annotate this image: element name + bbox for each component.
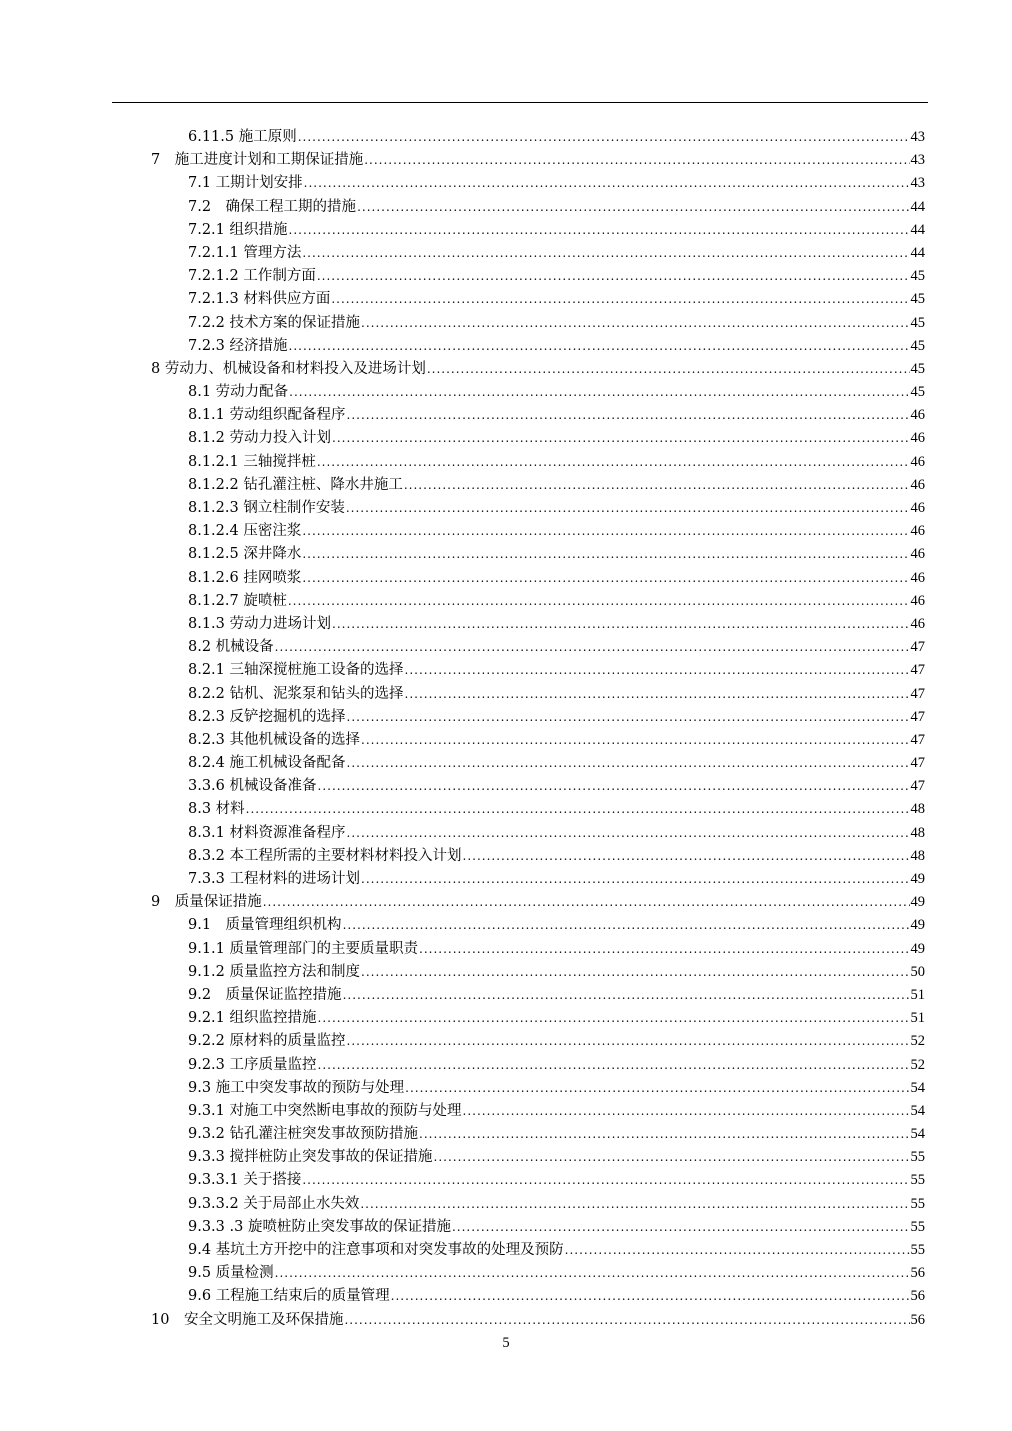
toc-entry-label: 9.3.3.1 关于搭接: [188, 1172, 302, 1189]
toc-dot-leader: [405, 1077, 909, 1100]
toc-entry-page: 46: [910, 500, 925, 516]
toc-dot-leader: [332, 427, 909, 450]
toc-entry-page: 45: [910, 291, 925, 308]
toc-entry[interactable]: [0, 520, 1012, 543]
toc-dot-leader: [343, 984, 910, 1007]
toc-entry-label: 9.2.3 工序质量监控: [188, 1056, 317, 1073]
toc-entry[interactable]: [0, 219, 1012, 242]
toc-dot-leader: [463, 1100, 910, 1123]
toc-entry-label: 9.3.2 钻孔灌注桩突发事故预防措施: [188, 1126, 419, 1143]
toc-entry[interactable]: [0, 729, 1012, 752]
toc-entry[interactable]: [0, 775, 1012, 798]
toc-entry-label: 9.3.3 搅拌桩防止突发事故的保证措施: [188, 1149, 433, 1166]
toc-dot-leader: [246, 798, 910, 821]
toc-entry-label: 7.2.2 技术方案的保证措施: [188, 314, 361, 331]
toc-entry-label: 8.2.4 施工机械设备配备: [188, 755, 346, 772]
table-of-contents: [0, 126, 1012, 1332]
toc-dot-leader: [317, 451, 910, 474]
toc-dot-leader: [318, 1054, 910, 1077]
toc-entry-label: 7 施工进度计划和工期保证措施: [151, 152, 364, 169]
toc-entry[interactable]: [0, 636, 1012, 659]
toc-entry[interactable]: [0, 335, 1012, 358]
toc-entry[interactable]: [0, 868, 1012, 891]
toc-entry-page: 43: [910, 129, 925, 145]
toc-entry-label: 7.2.1.1 管理方法: [188, 244, 302, 261]
toc-entry[interactable]: [0, 683, 1012, 706]
toc-entry[interactable]: [0, 590, 1012, 613]
toc-entry[interactable]: [0, 822, 1012, 845]
toc-dot-leader: [318, 775, 910, 798]
toc-entry[interactable]: [0, 381, 1012, 404]
toc-entry-page: 50: [910, 963, 925, 980]
toc-dot-leader: [404, 474, 910, 497]
page-number: 5: [502, 1335, 510, 1351]
toc-entry[interactable]: [0, 567, 1012, 590]
toc-entry-page: 44: [910, 244, 925, 261]
toc-dot-leader: [331, 288, 909, 311]
toc-entry-page: 55: [910, 1242, 925, 1258]
toc-entry-page: 48: [910, 824, 925, 841]
toc-entry-page: 55: [910, 1149, 925, 1166]
toc-dot-leader: [565, 1239, 910, 1262]
toc-entry-page: 55: [910, 1172, 925, 1189]
toc-entry-page: 49: [910, 917, 925, 934]
toc-dot-leader: [288, 590, 910, 613]
toc-entry-label: 9.2.1 组织监控措施: [188, 1010, 317, 1027]
toc-entry[interactable]: [0, 312, 1012, 335]
toc-entry-page: 46: [910, 569, 925, 586]
toc-entry-label: 8.1.2.3 钢立柱制作安装: [188, 500, 345, 516]
toc-dot-leader: [347, 822, 910, 845]
toc-entry[interactable]: [0, 1146, 1012, 1169]
toc-entry-page: 54: [910, 1126, 925, 1143]
toc-entry[interactable]: [0, 613, 1012, 636]
toc-entry-label: 7.2 确保工程工期的措施: [188, 198, 357, 215]
toc-entry-page: 51: [910, 1010, 925, 1027]
toc-entry-page: 56: [910, 1288, 925, 1305]
toc-entry-page: 46: [910, 407, 925, 424]
toc-entry[interactable]: [0, 1054, 1012, 1077]
toc-dot-leader: [302, 520, 909, 543]
toc-entry-page: 47: [910, 731, 925, 748]
toc-entry[interactable]: [0, 427, 1012, 450]
toc-entry[interactable]: [0, 451, 1012, 474]
toc-entry[interactable]: [0, 706, 1012, 729]
toc-entry-page: 45: [910, 337, 925, 354]
toc-dot-leader: [347, 706, 910, 729]
toc-entry-page: 47: [910, 685, 925, 702]
toc-entry-page: 47: [910, 755, 925, 772]
toc-entry[interactable]: [0, 1309, 1012, 1332]
toc-entry[interactable]: [0, 149, 1012, 172]
toc-entry[interactable]: [0, 404, 1012, 427]
toc-entry-page: 46: [910, 476, 925, 493]
toc-dot-leader: [347, 404, 910, 427]
toc-dot-leader: [302, 1169, 909, 1192]
toc-dot-leader: [302, 242, 909, 265]
toc-entry-label: 9.3 施工中突发事故的预防与处理: [188, 1079, 405, 1096]
toc-entry-page: 54: [910, 1102, 925, 1119]
toc-entry-page: 46: [910, 615, 925, 632]
toc-entry-label: 8.1.1 劳动组织配备程序: [188, 407, 346, 424]
toc-entry-label: 9.2 质量保证监控措施: [188, 986, 342, 1003]
toc-entry-label: 9.5 质量检测: [188, 1265, 274, 1282]
toc-entry-label: 7.2.1 组织措施: [188, 221, 288, 238]
toc-entry-page: 49: [910, 894, 925, 911]
toc-dot-leader: [344, 1309, 909, 1332]
toc-entry-label: 7.1 工期计划安排: [188, 175, 303, 192]
toc-entry[interactable]: [0, 752, 1012, 775]
toc-entry-label: 8.1.3 劳动力进场计划: [188, 615, 332, 632]
toc-entry-page: 48: [910, 847, 925, 864]
toc-dot-leader: [263, 891, 910, 914]
toc-entry[interactable]: [0, 938, 1012, 961]
toc-entry-page: 52: [910, 1033, 925, 1050]
toc-entry-page: 43: [910, 152, 925, 169]
toc-entry-label: 8.2.2 钻机、泥浆泵和钻头的选择: [188, 685, 404, 702]
toc-dot-leader: [347, 1030, 910, 1053]
toc-entry-page: 49: [910, 940, 925, 957]
toc-dot-leader: [347, 752, 910, 775]
toc-entry-page: 44: [910, 221, 925, 238]
toc-entry-page: 52: [910, 1056, 925, 1073]
toc-dot-leader: [302, 567, 909, 590]
toc-entry-label: 9 质量保证措施: [151, 894, 262, 911]
toc-entry-page: 55: [910, 1195, 925, 1212]
toc-entry-label: 9.1.1 质量管理部门的主要质量职责: [188, 940, 419, 957]
toc-entry-label: 8.3.1 材料资源准备程序: [188, 824, 346, 841]
toc-entry-label: 8.1.2.4 压密注浆: [188, 523, 302, 540]
toc-dot-leader: [364, 149, 909, 172]
toc-entry-label: 7.3.3 工程材料的进场计划: [188, 871, 361, 887]
toc-entry-page: 48: [910, 801, 925, 818]
toc-entry[interactable]: [0, 659, 1012, 682]
toc-entry-page: 43: [910, 175, 925, 192]
toc-entry[interactable]: [0, 1123, 1012, 1146]
toc-entry-page: 45: [910, 314, 925, 331]
toc-dot-leader: [332, 613, 909, 636]
toc-dot-leader: [289, 381, 909, 404]
toc-entry-label: 8 劳动力、机械设备和材料投入及进场计划: [151, 360, 426, 377]
toc-dot-leader: [357, 196, 909, 219]
toc-entry-label: 9.3.3 .3 旋喷桩防止突发事故的保证措施: [188, 1218, 451, 1235]
toc-entry-page: 46: [910, 592, 925, 609]
toc-entry-page: 54: [910, 1079, 925, 1096]
toc-dot-leader: [289, 219, 910, 242]
toc-entry-page: 47: [910, 662, 925, 679]
toc-entry-page: 49: [910, 871, 925, 887]
toc-entry-label: 10 安全文明施工及环保措施: [151, 1311, 344, 1328]
toc-entry[interactable]: [0, 1239, 1012, 1262]
toc-dot-leader: [452, 1216, 910, 1239]
toc-entry[interactable]: [0, 1077, 1012, 1100]
toc-dot-leader: [419, 1123, 909, 1146]
toc-dot-leader: [304, 172, 910, 195]
toc-entry-label: 8.1.2.5 深井降水: [188, 546, 302, 563]
toc-entry-page: 46: [910, 546, 925, 563]
toc-entry[interactable]: [0, 914, 1012, 937]
header-rule: [112, 102, 928, 103]
toc-entry-label: 8.2.3 反铲挖掘机的选择: [188, 708, 346, 725]
toc-entry-label: 7.2.1.2 工作制方面: [188, 268, 316, 285]
toc-entry[interactable]: [0, 358, 1012, 381]
toc-entry-page: 46: [910, 430, 925, 447]
toc-dot-leader: [317, 265, 910, 288]
toc-entry-label: 9.3.3.2 关于局部止水失效: [188, 1195, 360, 1212]
toc-entry-page: 45: [910, 268, 925, 285]
toc-entry-page: 47: [910, 778, 925, 795]
toc-entry[interactable]: [0, 543, 1012, 566]
toc-entry-page: 56: [910, 1311, 925, 1328]
toc-entry[interactable]: [0, 984, 1012, 1007]
toc-entry[interactable]: [0, 497, 1012, 520]
toc-entry-label: 3.3.6 机械设备准备: [188, 778, 317, 795]
toc-entry-page: 46: [910, 453, 925, 470]
toc-entry-label: 9.1.2 质量监控方法和制度: [188, 963, 361, 980]
toc-dot-leader: [361, 961, 909, 984]
toc-dot-leader: [405, 683, 910, 706]
toc-entry[interactable]: [0, 172, 1012, 195]
toc-entry-page: 55: [910, 1218, 925, 1235]
toc-entry[interactable]: [0, 242, 1012, 265]
toc-entry-label: 8.3 材料: [188, 801, 245, 818]
toc-entry-label: 9.1 质量管理组织机构: [188, 917, 342, 934]
toc-entry-label: 8.2 机械设备: [188, 639, 274, 656]
toc-entry[interactable]: [0, 265, 1012, 288]
toc-dot-leader: [360, 1193, 909, 1216]
toc-entry[interactable]: [0, 1285, 1012, 1308]
toc-entry-page: 47: [910, 708, 925, 725]
toc-entry-page: 51: [910, 986, 925, 1003]
toc-entry[interactable]: [0, 891, 1012, 914]
toc-entry[interactable]: [0, 474, 1012, 497]
toc-entry-label: 8.2.3 其他机械设备的选择: [188, 731, 361, 748]
toc-dot-leader: [289, 335, 910, 358]
toc-entry[interactable]: [0, 1169, 1012, 1192]
toc-entry-label: 7.2.3 经济措施: [188, 337, 288, 354]
toc-entry-page: 47: [910, 639, 925, 656]
toc-entry[interactable]: [0, 196, 1012, 219]
toc-entry[interactable]: [0, 1193, 1012, 1216]
toc-dot-leader: [302, 543, 909, 566]
toc-entry-page: 45: [910, 384, 925, 401]
toc-entry-label: 9.3.1 对施工中突然断电事故的预防与处理: [188, 1102, 462, 1119]
toc-dot-leader: [275, 1262, 910, 1285]
toc-entry-page: 44: [910, 198, 925, 215]
toc-entry-label: 8.1.2.1 三轴搅拌桩: [188, 453, 316, 470]
toc-entry[interactable]: [0, 1262, 1012, 1285]
toc-dot-leader: [318, 1007, 910, 1030]
toc-entry-label: 9.4 基坑土方开挖中的注意事项和对突发事故的处理及预防: [188, 1242, 564, 1258]
toc-entry[interactable]: [0, 845, 1012, 868]
toc-dot-leader: [361, 868, 909, 891]
toc-entry-label: 8.1 劳动力配备: [188, 384, 289, 401]
toc-dot-leader: [427, 358, 910, 381]
toc-entry-page: 56: [910, 1265, 925, 1282]
toc-dot-leader: [298, 126, 910, 149]
toc-dot-leader: [391, 1285, 910, 1308]
toc-entry[interactable]: [0, 126, 1012, 149]
toc-entry-label: 8.1.2.7 旋喷桩: [188, 592, 287, 609]
toc-entry[interactable]: [0, 1030, 1012, 1053]
toc-dot-leader: [463, 845, 910, 868]
toc-dot-leader: [275, 636, 910, 659]
toc-entry[interactable]: [0, 1100, 1012, 1123]
toc-entry[interactable]: [0, 1007, 1012, 1030]
toc-entry-page: 45: [910, 360, 925, 377]
toc-entry-label: 8.1.2.2 钻孔灌注桩、降水井施工: [188, 476, 403, 493]
toc-dot-leader: [361, 729, 909, 752]
toc-dot-leader: [343, 914, 910, 937]
toc-entry-page: 46: [910, 523, 925, 540]
toc-entry-label: 8.1.2.6 挂网喷浆: [188, 569, 302, 586]
toc-entry[interactable]: [0, 961, 1012, 984]
toc-entry-label: 6.11.5 施工原则: [188, 129, 297, 145]
toc-dot-leader: [405, 659, 910, 682]
toc-entry-label: 7.2.1.3 材料供应方面: [188, 291, 331, 308]
toc-entry-label: 8.2.1 三轴深搅桩施工设备的选择: [188, 662, 404, 679]
toc-dot-leader: [361, 312, 909, 335]
toc-dot-leader: [346, 497, 910, 520]
toc-entry-label: 8.3.2 本工程所需的主要材料材料投入计划: [188, 847, 462, 864]
toc-entry[interactable]: [0, 1216, 1012, 1239]
toc-entry[interactable]: [0, 288, 1012, 311]
toc-dot-leader: [434, 1146, 910, 1169]
toc-entry-label: 8.1.2 劳动力投入计划: [188, 430, 332, 447]
toc-entry-label: 9.2.2 原材料的质量监控: [188, 1033, 346, 1050]
toc-entry-label: 9.6 工程施工结束后的质量管理: [188, 1288, 390, 1305]
toc-entry[interactable]: [0, 798, 1012, 821]
toc-dot-leader: [419, 938, 909, 961]
